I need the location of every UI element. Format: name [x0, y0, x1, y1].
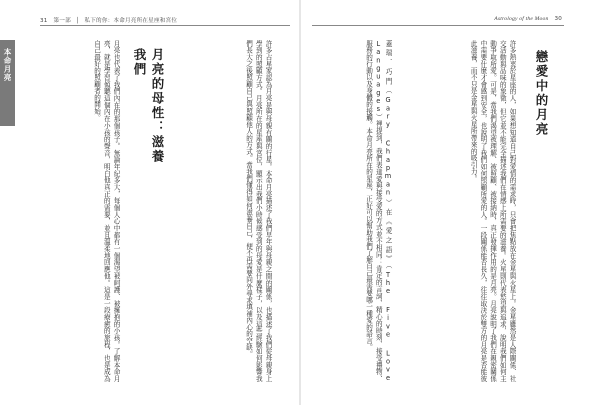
book-title: Astrology of the Moon — [494, 16, 549, 22]
running-head-right — [494, 16, 562, 22]
side-tab-label: 本命月亮 — [3, 48, 12, 82]
section-heading-mother: 月亮的母性：滋養我們 — [132, 48, 165, 164]
part-label: 第一部 — [53, 18, 71, 24]
paragraph: 許多占星家認為月亮是與母親有關的行星。本命月亮描述了我們早年與母親之間的關係，也描述了我們從母親身上學到的照顧方式。月亮所在的星座與宮位，顯示出我們小時候感受到的母愛是什麼樣子，以及這些經驗如何影響我們長大之後照顧自己與照顧他人的方式。當我們懂得如何滋養自己，便不再需要向外尋求填補內心的空缺。 — [244, 40, 272, 382]
header-rule-left — [40, 25, 290, 26]
page-gutter — [299, 0, 301, 405]
separator: │ — [75, 18, 80, 24]
page-number-left: 31 — [40, 18, 48, 24]
header-rule-right — [312, 25, 564, 26]
section-heading-love: 戀愛中的月亮 — [534, 50, 549, 137]
paragraph: 許多熱衷於星座的人，如果想知道自己對愛情的需求時，只會把焦點放在金星與火星上。金星雖然是人際關係、社交活動與品味的象徵，但它並不能完全描述我們在情感上所需要的滋養。火星則代表慾望與追求，說明我們如何主動爭取所愛。可是，當我們渴望被理解、被照顧、被接納時，真正發揮作用的是月亮。月亮說明了我們在親密關係中需要什麼才會感到安全，也說明了我們如何照顧所愛的人。一段關係能否長久，往往取決於雙方的月亮是否能彼此滋養，而不只是金星與火星所帶來的吸引力。 — [469, 40, 516, 382]
running-head-left — [40, 16, 177, 24]
paragraph: 月亮也代表了我們內在的那個孩子。無論年紀多大，每個人心中都有一個渴望被呵護、被擁抱的小孩。了解本命月亮，就是學習傾聽這個內在小孩的聲音，明白他真正的需要，並且溫柔地回應他。這是一段療癒的旅程，也是成為自己最好的照顧者的開始。 — [92, 40, 120, 382]
chapter-title: 私下的你：本命月亮所在星座和宮位 — [84, 18, 178, 24]
chapter-side-tab — [0, 40, 15, 126]
paragraph: 蓋瑞．巧門（Gary Chapman）在《愛之語》（The Five Love Languages）裡提到，我們表達愛與接受愛的方式並不相同：肯定的言詞、精心的時刻、接受禮物、服務的行動以及身體的接觸。本命月亮所在的星座，正好可以幫助我們了解自己最需要哪一種愛的語言。 — [364, 40, 392, 382]
page-number-right: 30 — [554, 16, 562, 22]
